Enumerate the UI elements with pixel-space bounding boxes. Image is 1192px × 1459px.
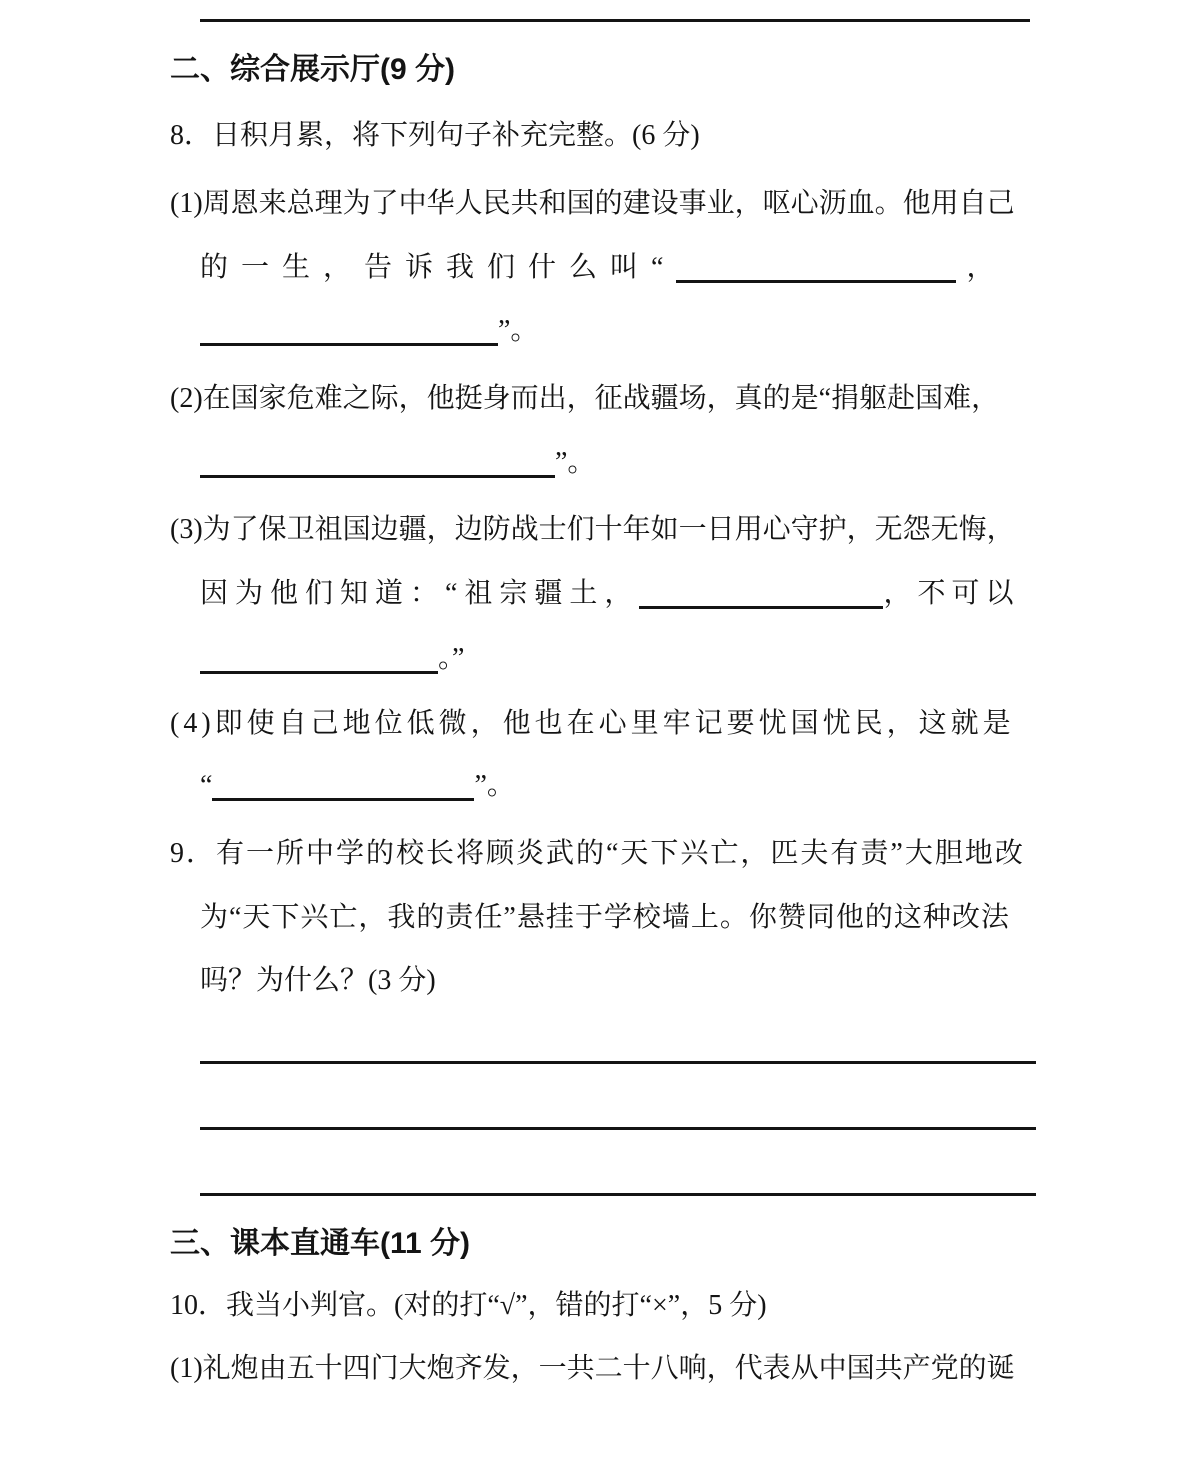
q8-item2-line1-text: (2)在国家危难之际，他挺身而出，征战疆场，真的是“捐躯赴国难， xyxy=(170,383,1000,414)
q8-item3-line3-tail: 。” xyxy=(438,643,465,674)
q8-item3-line2 xyxy=(200,574,1019,614)
q8-item4-line2-tail: ”。 xyxy=(474,770,515,801)
q8-item3-line1 xyxy=(170,510,1015,550)
q8-item1-line2 xyxy=(200,248,994,288)
q8-item3-line2-text: 因为他们知道：“祖宗疆土， xyxy=(200,578,640,609)
q8-item4-line2 xyxy=(200,766,515,806)
q8-item4-blank1[interactable] xyxy=(212,778,474,801)
q9-answer-line-3[interactable] xyxy=(200,1193,1036,1196)
top-answer-line[interactable] xyxy=(200,19,1030,22)
q8-item3-blank2[interactable] xyxy=(200,651,438,674)
q8-item1-blank1[interactable] xyxy=(676,260,956,283)
q8-item4-line1-text: (4)即使自己地位低微，他也在心里牢记要忧国忧民，这就是 xyxy=(170,708,1015,739)
q10-item1-line1-text: (1)礼炮由五十四门大炮齐发，一共二十八响，代表从中国共产党的诞 xyxy=(170,1353,1015,1384)
q8-item2-line2 xyxy=(200,443,595,483)
q8-item1-line3 xyxy=(200,311,538,351)
q9-answer-line-1[interactable] xyxy=(200,1061,1036,1064)
q8-item1-line1-text: (1)周恩来总理为了中华人民共和国的建设事业，呕心沥血。他用自己 xyxy=(170,188,1015,219)
q8-item3-line1-text: (3)为了保卫祖国边疆，边防战士们十年如一日用心守护，无怨无悔， xyxy=(170,514,1015,545)
q8-item1-line1 xyxy=(170,184,1015,224)
q9-line2-text: 为“天下兴亡，我的责任”悬挂于学校墙上。你赞同他的这种改法 xyxy=(200,902,1010,933)
section2-heading-text: 二、综合展示厅(9 分) xyxy=(170,53,455,86)
q9-line2 xyxy=(200,898,1010,938)
q8-stem xyxy=(170,116,700,156)
q8-item3-blank1[interactable] xyxy=(639,586,883,609)
q10-stem-text: 10．我当小判官。(对的打“√”，错的打“×”，5 分) xyxy=(170,1290,767,1321)
q9-line3-text: 吗？为什么？(3 分) xyxy=(200,965,436,996)
q8-item1-blank2[interactable] xyxy=(200,323,498,346)
q9-line3 xyxy=(200,961,436,1001)
q8-item1-line2-tail: ， xyxy=(966,252,995,283)
section3-heading-text: 三、课本直通车(11 分) xyxy=(170,1227,471,1260)
q8-item4-line1 xyxy=(170,704,1015,744)
q9-line1 xyxy=(170,834,1025,874)
q8-item1-line3-tail: ”。 xyxy=(498,315,539,346)
q8-item3-line3 xyxy=(200,639,464,679)
q10-stem xyxy=(170,1286,767,1326)
section2-heading xyxy=(170,50,455,90)
q9-answer-line-2[interactable] xyxy=(200,1127,1036,1130)
q8-stem-text: 8．日积月累，将下列句子补充完整。(6 分) xyxy=(170,120,700,151)
q9-line1-text: 9．有一所中学的校长将顾炎武的“天下兴亡，匹夫有责”大胆地改 xyxy=(170,838,1025,869)
section3-heading xyxy=(170,1224,470,1264)
q8-item2-line1 xyxy=(170,379,999,419)
q8-item1-line2-text: 的一生，告诉我们什么叫“ xyxy=(200,252,677,283)
q8-item4-line2-openquote: “ xyxy=(200,770,213,801)
q8-item2-blank1[interactable] xyxy=(200,455,555,478)
q8-item2-line2-tail: ”。 xyxy=(555,447,596,478)
q10-item1-line1 xyxy=(170,1349,1015,1389)
q8-item3-line2-tail: ，不可以 xyxy=(883,578,1020,609)
